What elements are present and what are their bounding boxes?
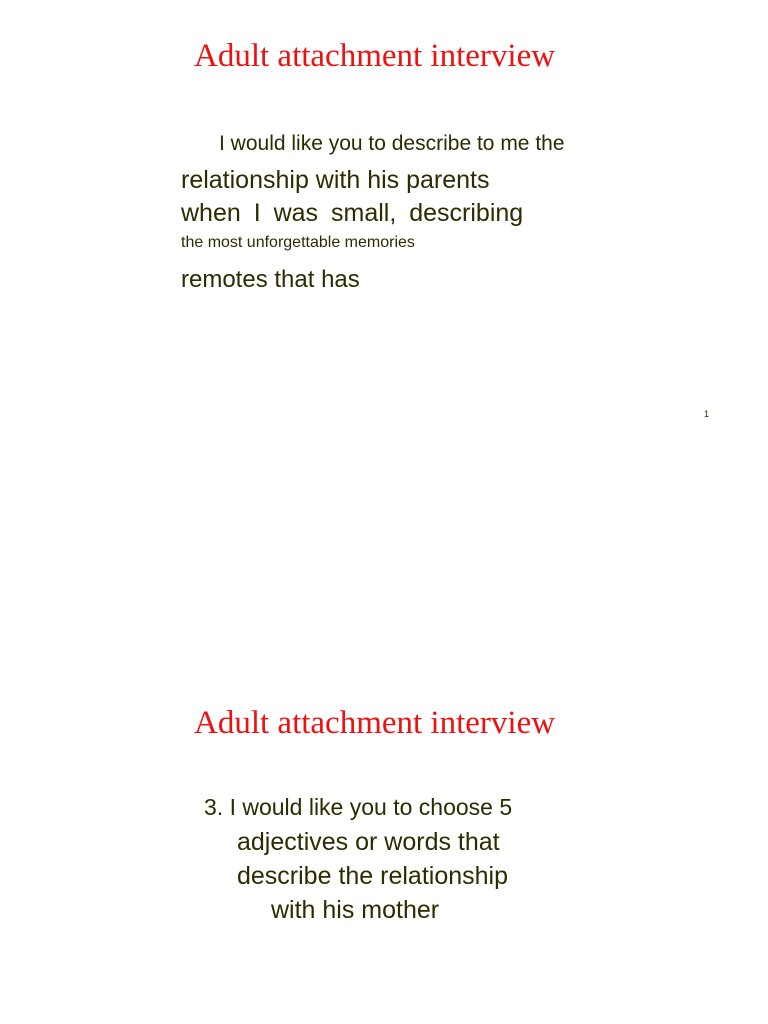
slide-2-line-1: 3. I would like you to choose 5 — [204, 794, 513, 820]
slide-1-line-5: remotes that has — [181, 266, 360, 293]
slide-2 — [0, 660, 768, 1024]
slide-1-title: Adult attachment interview — [194, 38, 556, 74]
slide-2-line-2: adjectives or words that — [237, 828, 500, 856]
slide-1-line-3: when I was small, describing — [181, 199, 524, 227]
slide-2-title: Adult attachment interview — [194, 705, 556, 741]
slide-1-line-1: I would like you to describe to me the — [219, 132, 565, 155]
page-number: 1 — [704, 409, 710, 419]
slide-2-line-3: describe the relationship — [237, 862, 508, 890]
slide-1-line-2: relationship with his parents — [181, 166, 490, 194]
slide-1-line-4: the most unforgettable memories — [181, 234, 415, 251]
slide-2-line-4: with his mother — [271, 896, 440, 924]
